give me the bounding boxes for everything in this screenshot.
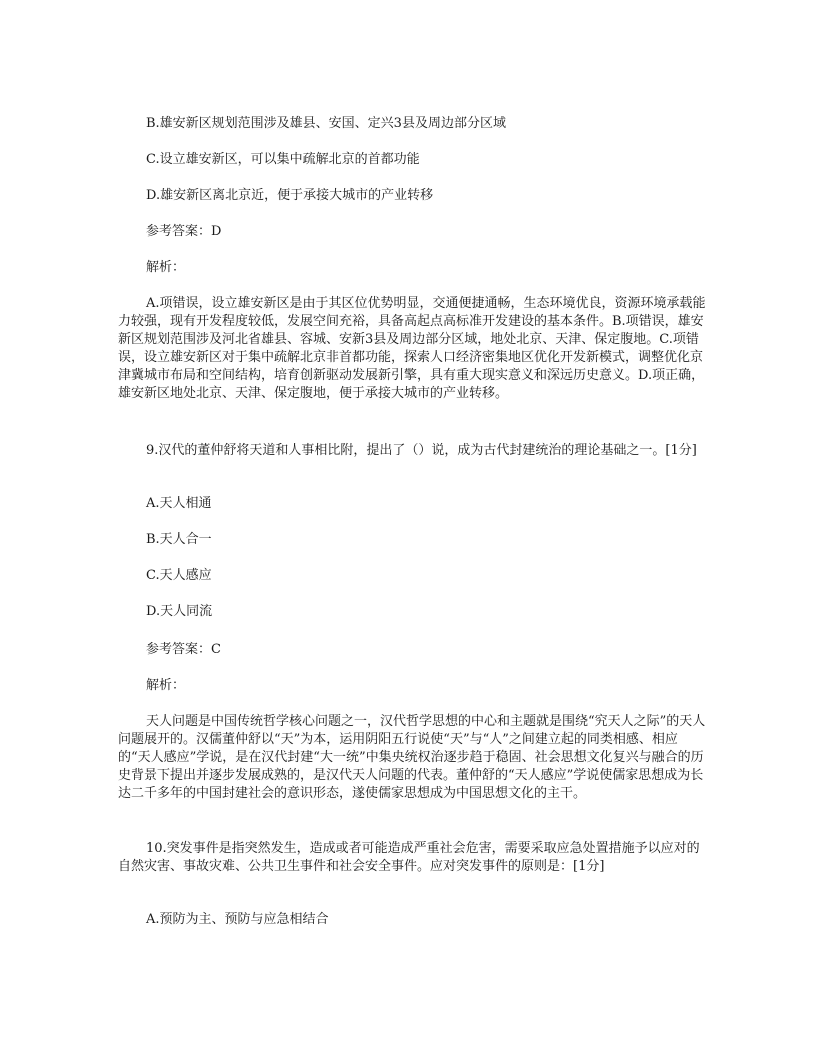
- q9-answer: 参考答案：C: [146, 642, 221, 657]
- q9-analysis-text: 天人问题是中国传统哲学核心问题之一，汉代哲学思想的中心和主题就是围绕“究天人之际”的天人问题展开的。汉儒董仲舒以“天”为本，运用阴阳五行说使“天”与“人”之间建立起的同类相感、相应的“天人感应”学说，是在汉代封建“大一统”中集央统权治逐步趋于稳固、社会思想文化复兴与融合的历史背景下提出并逐步发展成熟的，是汉代天人问题的代表。董仲舒的“天人感应”学说使儒家思想成为长达二千多年的中国封建社会的意识形态，遂使儒家思想成为中国思想文化的主干。: [118, 714, 706, 801]
- q9-analysis-label: 解析：: [146, 678, 186, 693]
- q8-analysis-text: A.项错误，设立雄安新区是由于其区位优势明显，交通便捷通畅，生态环境优良，资源环境承载能力较强，现有开发程度较低，发展空间充裕，具备高起点高标准开发建设的基本条件。B.项错误，雄安新区规划范围涉及河北省雄县、容城、安新3县及周边部分区域，地处北京、天津、保定腹地。C.项错误，设立雄安新区对于集中疏解北京非首都功能，探索人口经济密集地区优化开发新模式，调整优化京津冀城市布局和空间结构，培育创新驱动发展新引擎，具有重大现实意义和深远历史意义。D.项正确，雄安新区地处北京、天津、保定腹地，便于承接大城市的产业转移。: [118, 296, 706, 401]
- q8-answer: 参考答案：D: [146, 224, 222, 239]
- q8-option-c: C.设立雄安新区，可以集中疏解北京的首都功能: [146, 152, 420, 167]
- q9-option-d: D.天人同流: [146, 604, 213, 619]
- q9-question: 9.汉代的董仲舒将天道和人事相比附，提出了（）说，成为古代封建统治的理论基础之一。[1分]: [146, 443, 697, 458]
- q10-question: 10.突发事件是指突然发生，造成或者可能造成严重社会危害，需要采取应急处置措施予以应对的自然灾害、事故灾难、公共卫生事件和社会安全事件。应对突发事件的原则是：[1分]: [118, 841, 700, 874]
- q9-option-c: C.天人感应: [146, 568, 212, 583]
- q8-option-b: B.雄安新区规划范围涉及雄县、安国、定兴3县及周边部分区域: [146, 116, 506, 131]
- q10-option-a: A.预防为主、预防与应急相结合: [146, 912, 329, 927]
- q8-analysis-label: 解析：: [146, 260, 186, 275]
- q9-option-a: A.天人相通: [146, 496, 212, 511]
- q9-option-b: B.天人合一: [146, 532, 212, 547]
- q8-option-d: D.雄安新区离北京近，便于承接大城市的产业转移: [146, 188, 434, 203]
